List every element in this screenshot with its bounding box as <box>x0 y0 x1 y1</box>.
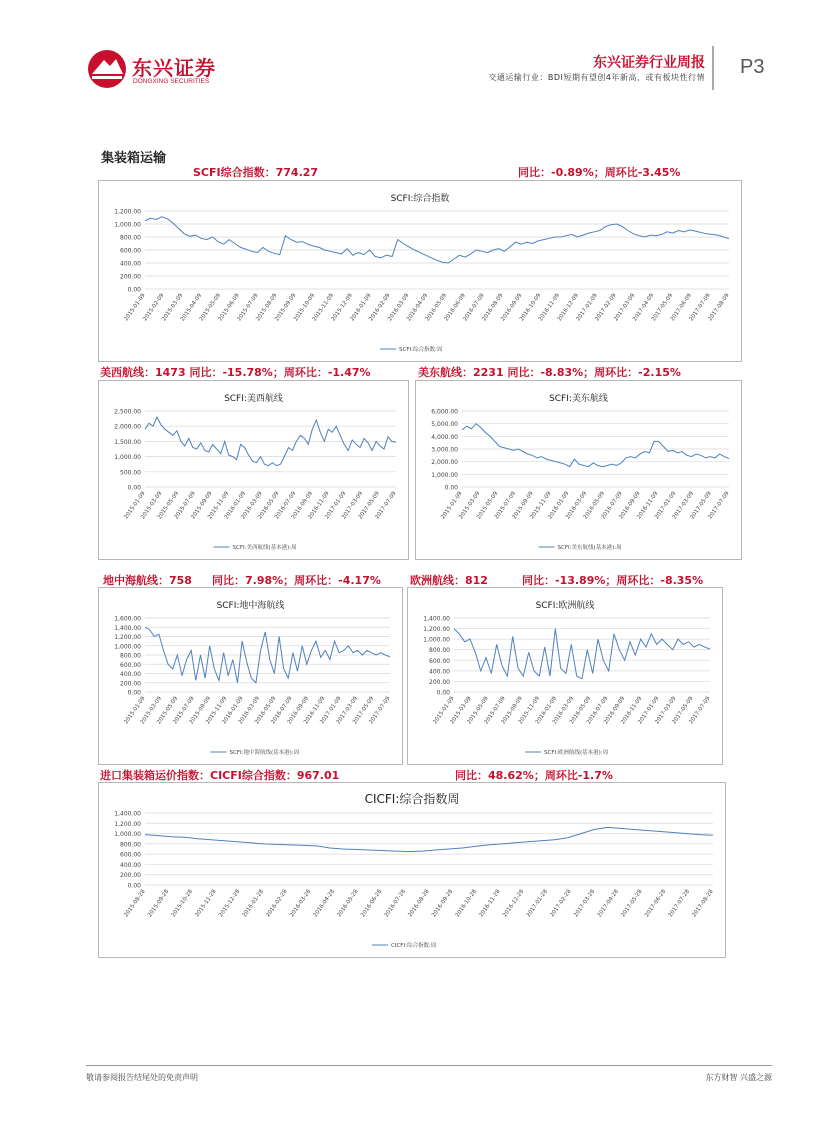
x-tick-label: 2015-05-09 <box>198 292 222 323</box>
x-tick-label: 2015-09-09 <box>190 490 214 521</box>
y-tick-label: 1,400.00 <box>423 615 450 623</box>
y-tick-label: 0.00 <box>127 484 141 492</box>
x-tick-label: 2015-05-09 <box>466 695 490 726</box>
y-tick-label: 1,200.00 <box>114 820 141 828</box>
x-tick-label: 2016-11-09 <box>307 490 331 521</box>
x-tick-label: 2016-10-09 <box>518 292 543 323</box>
x-tick-label: 2015-10-09 <box>292 292 317 323</box>
x-tick-label: 2015-06-09 <box>217 292 241 323</box>
x-tick-label: 2016-11-09 <box>303 695 327 726</box>
x-tick-label: 2017-06-09 <box>669 292 693 323</box>
scfi-uswest-svg <box>99 381 408 559</box>
ccfi-change: 同比：48.62%；周环比-1.7% <box>455 769 613 782</box>
x-tick-label: 2015-12-09 <box>330 292 354 323</box>
x-tick-label: 2016-05-09 <box>568 695 593 726</box>
series-line <box>454 629 710 679</box>
x-tick-label: 2015-11-28 <box>194 888 218 919</box>
y-tick-label: 600.00 <box>429 657 450 665</box>
y-tick-label: 4,000.00 <box>431 433 458 441</box>
y-tick-label: 0.00 <box>444 484 458 492</box>
x-tick-label: 2016-09-09 <box>500 292 524 323</box>
x-tick-label: 2016-07-09 <box>273 490 298 521</box>
cicfi-composite-chart <box>98 782 726 958</box>
company-logo <box>86 48 216 92</box>
y-tick-label: 400.00 <box>120 671 141 678</box>
x-tick-label: 2016-01-09 <box>221 695 245 726</box>
x-tick-label: 2016-07-09 <box>600 490 624 521</box>
x-tick-label: 2017-07-09 <box>374 490 398 521</box>
y-tick-label: 1,000.00 <box>114 643 141 651</box>
x-tick-label: 2016-06-28 <box>360 888 384 919</box>
x-tick-label: 2016-04-09 <box>405 292 430 323</box>
x-tick-label: 2015-11-09 <box>517 695 541 726</box>
x-tick-label: 2015-09-09 <box>500 695 524 726</box>
legend-label: SCFI:欧洲航线(基本港):周 <box>544 750 609 756</box>
x-tick-label: 2016-11-09 <box>537 292 562 323</box>
x-tick-label: 2015-07-09 <box>173 490 197 521</box>
x-tick-label: 2017-03-09 <box>335 695 359 726</box>
y-tick-label: 200.00 <box>120 273 141 281</box>
y-tick-label: 600.00 <box>120 851 141 859</box>
x-tick-label: 2016-01-09 <box>547 490 571 521</box>
x-tick-label: 2017-03-09 <box>613 292 637 323</box>
x-tick-label: 2017-07-09 <box>368 695 392 726</box>
y-tick-label: 400.00 <box>120 861 141 869</box>
legend-label: SCFI:美东航线(基本港):周 <box>557 545 622 551</box>
y-tick-label: 1,000.00 <box>431 471 458 479</box>
x-tick-label: 2015-03-09 <box>161 292 185 323</box>
x-tick-label: 2017-01-09 <box>637 695 661 726</box>
scfi-useast-chart <box>415 380 742 560</box>
chart-title: CICFI:综合指数周 <box>364 792 460 806</box>
y-tick-label: 200.00 <box>120 872 141 880</box>
x-tick-label: 2016-03-09 <box>240 490 264 521</box>
y-tick-label: 1,000.00 <box>114 454 141 462</box>
x-tick-label: 2016-04-28 <box>312 888 336 919</box>
footer-slogan: 东方财智 兴盛之源 <box>705 1073 772 1082</box>
x-tick-label: 2015-05-09 <box>156 695 180 726</box>
x-tick-label: 2016-02-28 <box>265 888 289 919</box>
x-tick-label: 2016-05-09 <box>257 490 281 521</box>
legend-label: CICFI:综合指数:周 <box>391 943 437 949</box>
x-tick-label: 2017-08-09 <box>707 292 731 323</box>
x-tick-label: 2017-07-09 <box>707 490 731 521</box>
x-tick-label: 2015-03-09 <box>449 695 473 726</box>
chart-title: SCFI:地中海航线 <box>216 601 285 611</box>
x-tick-label: 2017-03-28 <box>573 888 597 919</box>
x-tick-label: 2016-05-09 <box>582 490 607 521</box>
med-change: 同比：7.98%；周环比：-4.17% <box>212 574 381 587</box>
x-tick-label: 2015-08-09 <box>255 292 279 323</box>
x-tick-label: 2016-07-28 <box>383 888 407 919</box>
x-tick-label: 2016-05-09 <box>254 695 278 726</box>
x-tick-label: 2016-07-09 <box>462 292 486 323</box>
x-tick-label: 2015-09-09 <box>188 695 212 726</box>
med-headline: 地中海航线：758 <box>103 574 192 587</box>
y-tick-label: 0.00 <box>127 689 141 697</box>
x-tick-label: 2017-01-09 <box>575 292 599 323</box>
logo-text-en: DONGXING SECURITIES <box>133 78 210 85</box>
x-tick-label: 2015-07-09 <box>236 292 260 323</box>
x-tick-label: 2015-11-09 <box>311 292 336 323</box>
y-tick-label: 200.00 <box>429 678 450 686</box>
footer-divider <box>86 1065 772 1066</box>
y-tick-label: 1,000.00 <box>114 831 141 839</box>
legend-label: SCFI:美西航线(基本港):周 <box>232 545 297 551</box>
x-tick-label: 2017-05-09 <box>352 695 376 726</box>
y-tick-label: 200.00 <box>120 680 141 688</box>
y-tick-label: 0.00 <box>127 286 141 294</box>
scfi-headline: SCFI综合指数：774.27 <box>193 166 319 179</box>
report-subtitle: 交通运输行业：BDI短期有望创4年新高，或有板块性行情 <box>488 73 705 82</box>
x-tick-label: 2015-01-09 <box>432 695 456 726</box>
x-tick-label: 2017-05-28 <box>620 888 644 919</box>
y-tick-label: 600.00 <box>120 661 141 669</box>
x-tick-label: 2017-07-28 <box>667 888 691 919</box>
x-tick-label: 2017-01-28 <box>525 888 549 919</box>
y-tick-label: 1,000.00 <box>423 636 450 644</box>
x-tick-label: 2016-09-09 <box>290 490 314 521</box>
section-title: 集装箱运输 <box>101 151 167 166</box>
x-tick-label: 2016-09-09 <box>603 695 627 726</box>
x-tick-label: 2016-09-28 <box>431 888 455 919</box>
x-tick-label: 2015-01-09 <box>123 490 147 521</box>
x-tick-label: 2016-09-09 <box>286 695 310 726</box>
x-tick-label: 2016-12-09 <box>556 292 580 323</box>
y-tick-label: 0.00 <box>436 689 450 697</box>
x-tick-label: 2015-01-09 <box>123 695 147 726</box>
legend-label: SCFI:地中海航线(基本港):周 <box>229 750 300 756</box>
x-tick-label: 2015-07-09 <box>483 695 507 726</box>
x-tick-label: 2016-03-28 <box>289 888 313 919</box>
scfi-useast-svg <box>416 381 741 559</box>
x-tick-label: 2017-05-09 <box>671 695 695 726</box>
x-tick-label: 2015-11-09 <box>529 490 553 521</box>
x-tick-label: 2015-07-09 <box>493 490 518 521</box>
x-tick-label: 2016-12-28 <box>502 888 526 919</box>
y-tick-label: 1,000.00 <box>114 221 141 229</box>
x-tick-label: 2016-01-28 <box>241 888 265 919</box>
report-title: 东兴证券行业周报 <box>593 55 705 71</box>
logo-text-cn: 东兴证券 <box>132 56 216 80</box>
y-tick-label: 1,400.00 <box>114 624 141 632</box>
y-tick-label: 5,000.00 <box>431 421 458 429</box>
x-tick-label: 2017-07-09 <box>688 292 712 323</box>
x-tick-label: 2017-08-28 <box>691 888 715 919</box>
chart-title: SCFI:美西航线 <box>224 394 283 404</box>
y-tick-label: 400.00 <box>429 668 450 676</box>
scfi-europe-svg <box>408 588 722 764</box>
x-tick-label: 2016-03-09 <box>564 490 589 521</box>
x-tick-label: 2016-08-28 <box>407 888 431 919</box>
y-tick-label: 0.00 <box>127 882 141 890</box>
y-tick-label: 1,600.00 <box>114 615 141 623</box>
x-tick-label: 2016-10-28 <box>454 888 478 919</box>
uswest-headline: 美西航线：1473 同比：-15.78%；周环比：-1.47% <box>100 366 371 379</box>
ccfi-headline: 进口集装箱运价指数：CICFI综合指数：967.01 <box>100 769 340 782</box>
x-tick-label: 2015-10-28 <box>170 888 194 919</box>
cicfi-composite-svg <box>99 783 725 957</box>
x-tick-label: 2015-11-09 <box>205 695 229 726</box>
y-tick-label: 1,500.00 <box>114 438 141 446</box>
y-tick-label: 1,200.00 <box>114 634 141 641</box>
series-line <box>462 424 729 467</box>
x-tick-label: 2017-07-09 <box>688 695 712 726</box>
series-line <box>145 827 713 851</box>
x-tick-label: 2015-12-28 <box>218 888 242 919</box>
x-tick-label: 2016-03-09 <box>237 695 261 726</box>
eu-change: 同比：-13.89%；周环比：-8.35% <box>522 574 704 587</box>
x-tick-label: 2016-03-09 <box>387 292 411 323</box>
page-number: P3 <box>740 56 765 78</box>
y-tick-label: 2,000.00 <box>431 459 458 467</box>
scfi-composite-chart <box>98 180 742 362</box>
y-tick-label: 800.00 <box>120 652 141 660</box>
scfi-composite-svg <box>99 181 741 361</box>
x-tick-label: 2015-03-09 <box>140 490 164 521</box>
x-tick-label: 2015-01-09 <box>123 292 147 323</box>
x-tick-label: 2016-02-09 <box>368 292 392 323</box>
y-tick-label: 2,500.00 <box>114 408 141 416</box>
y-tick-label: 6,000.00 <box>431 408 458 416</box>
chart-title: SCFI:欧洲航线 <box>535 601 595 611</box>
x-tick-label: 2015-02-09 <box>142 292 166 323</box>
x-tick-label: 2017-01-09 <box>324 490 348 521</box>
x-tick-label: 2016-05-09 <box>424 292 449 323</box>
x-tick-label: 2017-05-09 <box>689 490 713 521</box>
x-tick-label: 2016-06-09 <box>443 292 467 323</box>
x-tick-label: 2015-07-09 <box>172 695 196 726</box>
y-tick-label: 2,000.00 <box>114 423 141 431</box>
x-tick-label: 2016-05-28 <box>336 888 360 919</box>
x-tick-label: 2015-09-09 <box>274 292 298 323</box>
x-tick-label: 2015-05-09 <box>156 490 181 521</box>
y-tick-label: 3,000.00 <box>431 446 458 454</box>
x-tick-label: 2016-11-09 <box>636 490 660 521</box>
x-tick-label: 2016-01-09 <box>349 292 373 323</box>
x-tick-label: 2017-05-09 <box>650 292 675 323</box>
x-tick-label: 2017-01-09 <box>319 695 343 726</box>
y-tick-label: 800.00 <box>429 647 450 655</box>
legend-label: SCFI:综合指数:周 <box>399 347 443 353</box>
x-tick-label: 2016-01-09 <box>223 490 248 521</box>
x-tick-label: 2016-08-09 <box>481 292 505 323</box>
x-tick-label: 2015-08-28 <box>123 888 147 919</box>
x-tick-label: 2017-02-09 <box>594 292 618 323</box>
header-divider <box>712 46 714 90</box>
y-tick-label: 600.00 <box>120 247 141 255</box>
x-tick-label: 2017-02-28 <box>549 888 573 919</box>
footer-disclaimer: 敬请参阅报告结尾处的免责声明 <box>86 1073 198 1082</box>
logo-mark-icon <box>86 48 128 90</box>
x-tick-label: 2016-07-09 <box>270 695 294 726</box>
x-tick-label: 2015-09-09 <box>511 490 535 521</box>
x-tick-label: 2015-04-09 <box>179 292 204 323</box>
x-tick-label: 2017-01-09 <box>653 490 678 521</box>
useast-headline: 美东航线：2231 同比：-8.83%；周环比：-2.15% <box>418 366 681 379</box>
x-tick-label: 2017-04-28 <box>596 888 620 919</box>
y-tick-label: 400.00 <box>120 260 141 268</box>
x-tick-label: 2017-04-09 <box>632 292 656 323</box>
y-tick-label: 1,200.00 <box>114 208 141 216</box>
chart-title: SCFI:综合指数 <box>390 194 450 204</box>
chart-title: SCFI:美东航线 <box>549 394 608 404</box>
y-tick-label: 800.00 <box>120 841 141 849</box>
scfi-med-chart <box>98 587 403 765</box>
x-tick-label: 2016-03-09 <box>551 695 576 726</box>
y-tick-label: 800.00 <box>120 234 141 242</box>
x-tick-label: 2016-11-09 <box>620 695 644 726</box>
x-tick-label: 2017-05-09 <box>357 490 381 521</box>
x-tick-label: 2017-06-28 <box>644 888 668 919</box>
eu-headline: 欧洲航线：812 <box>410 574 488 587</box>
x-tick-label: 2016-07-09 <box>585 695 610 726</box>
scfi-europe-chart <box>407 587 723 765</box>
x-tick-label: 2015-09-28 <box>147 888 171 919</box>
x-tick-label: 2016-01-09 <box>534 695 559 726</box>
x-tick-label: 2017-03-09 <box>654 695 678 726</box>
y-tick-label: 1,200.00 <box>423 626 450 634</box>
scfi-med-svg <box>99 588 402 764</box>
x-tick-label: 2015-03-09 <box>139 695 163 726</box>
scfi-uswest-chart <box>98 380 409 560</box>
x-tick-label: 2015-11-09 <box>207 490 231 521</box>
scfi-change: 同比：-0.89%；周环比-3.45% <box>518 166 681 179</box>
x-tick-label: 2015-01-09 <box>440 490 464 521</box>
x-tick-label: 2016-09-09 <box>618 490 642 521</box>
x-tick-label: 2017-03-09 <box>340 490 365 521</box>
y-tick-label: 1,400.00 <box>114 810 141 818</box>
x-tick-label: 2016-11-28 <box>478 888 502 919</box>
x-tick-label: 2015-05-09 <box>475 490 500 521</box>
x-tick-label: 2015-03-09 <box>458 490 482 521</box>
x-tick-label: 2017-03-09 <box>671 490 696 521</box>
y-tick-label: 500.00 <box>120 469 141 477</box>
